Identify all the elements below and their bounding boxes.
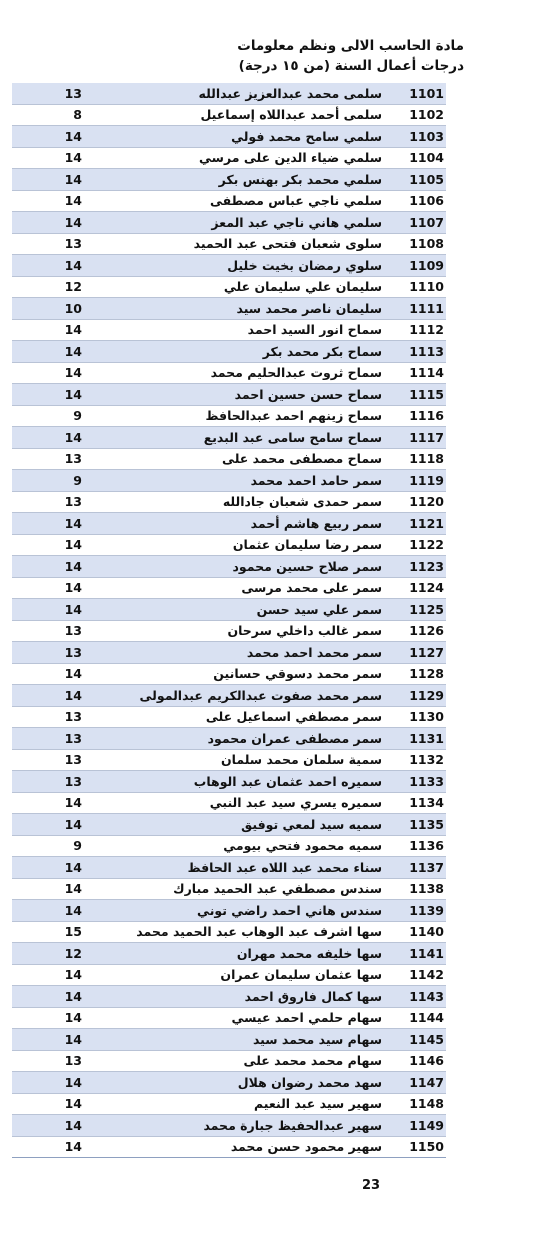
student-name: سلمي ضياء الدين على مرسي [86,147,382,169]
table-row [12,857,446,879]
student-grade: 14 [12,427,86,449]
table-row [12,749,446,771]
student-name: سلمي سامح محمد فولي [86,126,382,148]
table-row [12,1029,446,1051]
table-row [12,1007,446,1029]
student-grade: 12 [12,943,86,965]
student-id: 1125 [382,599,446,621]
student-name: سمر غالب داخلي سرحان [86,620,382,642]
table-row [12,921,446,943]
student-grade: 10 [12,298,86,320]
student-name: سماح مصطفى محمد على [86,448,382,470]
table-row [12,104,446,126]
table-row [12,1093,446,1115]
student-name: سمر محمد دسوقي حسانين [86,663,382,685]
student-name: سمر حامد احمد محمد [86,470,382,492]
student-name: سهام سيد محمد سيد [86,1029,382,1051]
student-name: سناء محمد عبد اللاه عبد الحافظ [86,857,382,879]
student-grade: 14 [12,1115,86,1137]
student-id: 1144 [382,1007,446,1029]
table-row [12,900,446,922]
student-id: 1137 [382,857,446,879]
student-name: سميره احمد عثمان عبد الوهاب [86,771,382,793]
student-grade: 14 [12,1029,86,1051]
student-name: سها خليفه محمد مهران [86,943,382,965]
student-id: 1142 [382,964,446,986]
student-name: سهير عبدالحفيظ جبارة محمد [86,1115,382,1137]
student-id: 1115 [382,384,446,406]
student-grade: 14 [12,126,86,148]
student-id: 1113 [382,341,446,363]
student-grade: 14 [12,1007,86,1029]
student-grade: 9 [12,405,86,427]
student-name: سندس هاني احمد راضي توني [86,900,382,922]
student-name: سماح حسن حسين احمد [86,384,382,406]
student-grade: 14 [12,792,86,814]
document-header [237,36,464,76]
student-grade: 13 [12,233,86,255]
student-name: سلمي هاني ناجي عبد المعز [86,212,382,234]
table-row [12,83,446,104]
student-id: 1112 [382,319,446,341]
student-grade: 14 [12,1072,86,1094]
student-grade: 13 [12,620,86,642]
student-grade: 13 [12,448,86,470]
student-id: 1129 [382,685,446,707]
student-name: سميه سيد لمعي توفيق [86,814,382,836]
student-id: 1143 [382,986,446,1008]
table-row [12,986,446,1008]
student-grade: 14 [12,878,86,900]
student-grade: 13 [12,642,86,664]
student-id: 1119 [382,470,446,492]
student-id: 1114 [382,362,446,384]
student-name: سهير محمود حسن محمد [86,1136,382,1158]
student-id: 1127 [382,642,446,664]
student-name: سلوى شعبان فتحى عبد الحميد [86,233,382,255]
student-name: سمر على محمد مرسى [86,577,382,599]
student-id: 1135 [382,814,446,836]
table-row [12,534,446,556]
table-row [12,147,446,169]
student-grade: 14 [12,147,86,169]
table-row [12,298,446,320]
student-grade: 13 [12,728,86,750]
student-id: 1145 [382,1029,446,1051]
student-name: سماح زينهم احمد عبدالحافظ [86,405,382,427]
student-grade: 13 [12,1050,86,1072]
student-grade: 14 [12,857,86,879]
student-grade: 14 [12,255,86,277]
table-row [12,792,446,814]
student-id: 1104 [382,147,446,169]
table-row [12,964,446,986]
student-id: 1122 [382,534,446,556]
student-id: 1121 [382,513,446,535]
student-name: سمر محمد احمد محمد [86,642,382,664]
student-grade: 14 [12,362,86,384]
student-name: سماح بكر محمد بكر [86,341,382,363]
table-row [12,685,446,707]
student-id: 1130 [382,706,446,728]
table-row [12,276,446,298]
subject-title: مادة الحاسب الالى ونظم معلومات [237,38,464,54]
student-name: سليمان علي سليمان علي [86,276,382,298]
table-row [12,470,446,492]
student-id: 1123 [382,556,446,578]
table-row [12,835,446,857]
table-row [12,405,446,427]
student-name: سلمى محمد عبدالعزيز عبدالله [86,83,382,104]
student-id: 1124 [382,577,446,599]
student-name: سمر مصطفى عمران محمود [86,728,382,750]
student-id: 1102 [382,104,446,126]
table-row [12,663,446,685]
table-row [12,878,446,900]
student-name: سليمان ناصر محمد سيد [86,298,382,320]
student-name: سلمى أحمد عبداللاه إسماعيل [86,104,382,126]
table-row [12,814,446,836]
student-name: سندس مصطفي عبد الحميد مبارك [86,878,382,900]
student-id: 1150 [382,1136,446,1158]
student-grade: 13 [12,706,86,728]
table-row [12,556,446,578]
grades-table-body [12,83,446,1158]
student-grade: 14 [12,534,86,556]
student-name: سميه محمود فتحي بيومي [86,835,382,857]
student-grade: 9 [12,835,86,857]
student-id: 1106 [382,190,446,212]
table-row [12,126,446,148]
student-grade: 14 [12,319,86,341]
student-name: سماح انور السيد احمد [86,319,382,341]
student-name: سمر رضا سليمان عثمان [86,534,382,556]
table-row [12,384,446,406]
table-row [12,771,446,793]
student-grade: 13 [12,749,86,771]
table-row [12,212,446,234]
student-name: سها كمال فاروق احمد [86,986,382,1008]
student-grade: 14 [12,685,86,707]
student-grade: 14 [12,964,86,986]
table-row [12,190,446,212]
table-row [12,706,446,728]
table-row [12,1072,446,1094]
student-grade: 14 [12,900,86,922]
student-id: 1133 [382,771,446,793]
table-row [12,233,446,255]
student-id: 1116 [382,405,446,427]
student-id: 1118 [382,448,446,470]
student-id: 1141 [382,943,446,965]
student-name: سمر صلاح حسين محمود [86,556,382,578]
student-id: 1105 [382,169,446,191]
student-id: 1131 [382,728,446,750]
student-id: 1103 [382,126,446,148]
student-name: سميره يسري سيد عبد النبي [86,792,382,814]
student-id: 1138 [382,878,446,900]
grades-table [12,83,446,1158]
student-grade: 15 [12,921,86,943]
student-grade: 14 [12,1136,86,1158]
student-grade: 14 [12,190,86,212]
student-name: سهام حلمي احمد عيسي [86,1007,382,1029]
table-row [12,169,446,191]
student-name: سمر علي سيد حسن [86,599,382,621]
table-row [12,362,446,384]
grades-subtitle: درجات أعمال السنة (من ١٥ درجة) [238,58,464,74]
student-name: سماح سامح سامى عبد البديع [86,427,382,449]
table-row [12,943,446,965]
student-grade: 14 [12,1093,86,1115]
student-grade: 13 [12,83,86,104]
student-id: 1134 [382,792,446,814]
student-id: 1128 [382,663,446,685]
student-id: 1101 [382,83,446,104]
table-row [12,1115,446,1137]
student-id: 1107 [382,212,446,234]
student-grade: 14 [12,169,86,191]
student-grade: 14 [12,663,86,685]
student-grade: 13 [12,491,86,513]
student-grade: 14 [12,513,86,535]
student-name: سلوي رمضان بخيت خليل [86,255,382,277]
student-name: سلمي محمد بكر بهنس بكر [86,169,382,191]
student-grade: 14 [12,556,86,578]
student-name: سها اشرف عبد الوهاب عبد الحميد محمد [86,921,382,943]
table-row [12,448,446,470]
student-id: 1110 [382,276,446,298]
table-row [12,319,446,341]
student-id: 1120 [382,491,446,513]
student-name: سمر ربيع هاشم أحمد [86,513,382,535]
student-grade: 12 [12,276,86,298]
student-id: 1132 [382,749,446,771]
student-id: 1111 [382,298,446,320]
table-row [12,620,446,642]
table-row [12,341,446,363]
table-row [12,491,446,513]
table-row [12,427,446,449]
student-id: 1126 [382,620,446,642]
table-row [12,1050,446,1072]
student-id: 1147 [382,1072,446,1094]
table-row [12,642,446,664]
student-id: 1108 [382,233,446,255]
student-grade: 14 [12,814,86,836]
student-id: 1117 [382,427,446,449]
table-row [12,513,446,535]
table-row [12,255,446,277]
student-name: سمر محمد صفوت عبدالكريم عبدالمولى [86,685,382,707]
student-id: 1140 [382,921,446,943]
student-id: 1146 [382,1050,446,1072]
student-id: 1149 [382,1115,446,1137]
student-grade: 14 [12,599,86,621]
student-name: سماح ثروت عبدالحليم محمد [86,362,382,384]
table-row [12,1136,446,1158]
student-grade: 8 [12,104,86,126]
student-name: سهير سيد عبد النعيم [86,1093,382,1115]
student-id: 1109 [382,255,446,277]
student-name: سهد محمد رضوان هلال [86,1072,382,1094]
student-name: سمر مصطفي اسماعيل على [86,706,382,728]
page-number: 23 [362,1178,381,1193]
student-id: 1139 [382,900,446,922]
table-row [12,577,446,599]
student-name: سمر حمدى شعبان جادالله [86,491,382,513]
student-id: 1136 [382,835,446,857]
student-grade: 13 [12,771,86,793]
student-grade: 14 [12,577,86,599]
table-row [12,728,446,750]
student-grade: 14 [12,212,86,234]
student-grade: 14 [12,986,86,1008]
student-name: سلمي ناجي عباس مصطفى [86,190,382,212]
table-row [12,599,446,621]
student-name: سهام محمد محمد على [86,1050,382,1072]
student-id: 1148 [382,1093,446,1115]
student-grade: 9 [12,470,86,492]
student-name: سمية سلمان محمد سلمان [86,749,382,771]
student-name: سها عثمان سليمان عمران [86,964,382,986]
student-grade: 14 [12,384,86,406]
student-grade: 14 [12,341,86,363]
